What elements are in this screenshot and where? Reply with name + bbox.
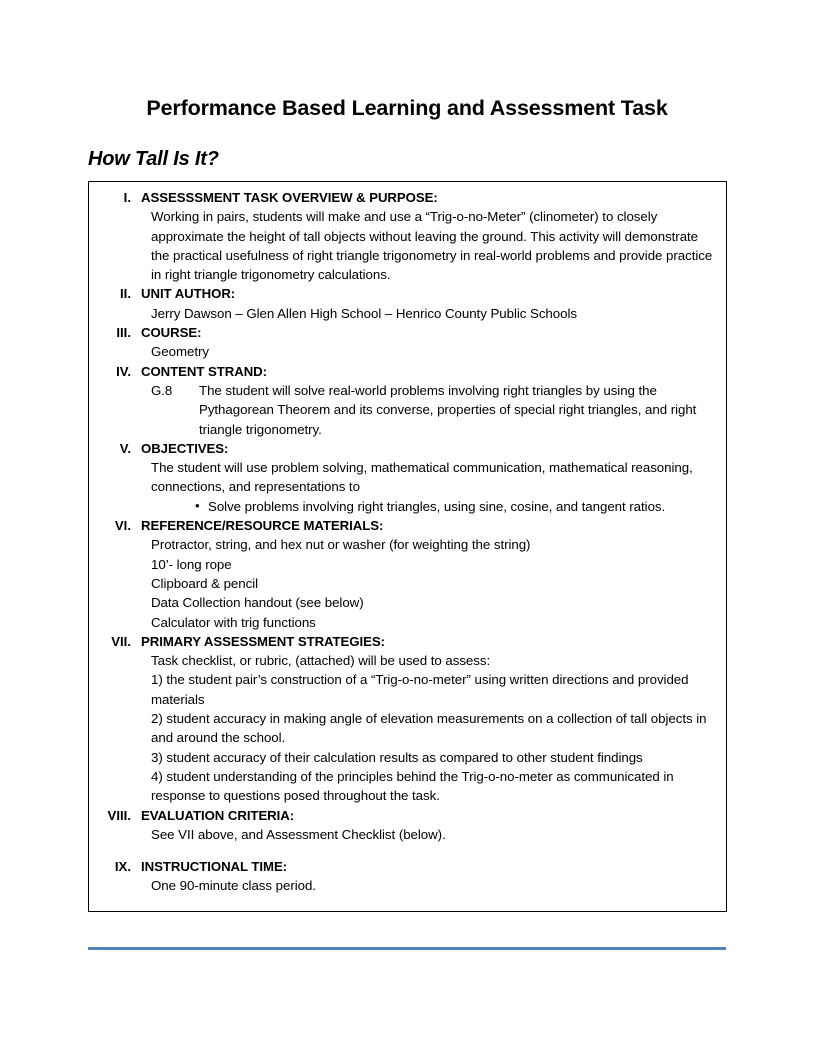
section-vi-heading	[89, 516, 717, 535]
section-iv-heading	[89, 362, 717, 381]
standard-g8-row	[151, 381, 717, 439]
section-iii-heading	[89, 323, 717, 342]
section-vii-title: PRIMARY ASSESSMENT STRATEGIES:	[141, 633, 385, 649]
section-ix-numeral: IX.	[114, 859, 131, 875]
section-v	[89, 439, 717, 516]
section-i-body	[151, 207, 717, 284]
section-vii-body	[151, 651, 717, 805]
section-v-heading	[89, 439, 717, 458]
section-viii-heading	[89, 806, 717, 825]
section-ii-heading	[89, 284, 717, 303]
list-item	[151, 497, 717, 516]
section-iii	[89, 323, 717, 362]
section-v-body	[151, 458, 717, 516]
section-i-numeral: I.	[123, 190, 131, 205]
section-iii-title: COURSE:	[141, 325, 202, 341]
assessment-criterion: 3) student accuracy of their calculation results as compared to other student findings	[151, 749, 643, 765]
section-ii-numeral: II.	[120, 286, 131, 302]
section-iv-numeral: IV.	[116, 363, 131, 379]
page-title: Performance Based Learning and Assessment Task	[146, 96, 668, 120]
section-i-heading	[89, 188, 717, 207]
section-iii-paragraph: Geometry	[151, 344, 209, 360]
material-line: 10’- long rope	[151, 556, 232, 572]
section-iii-body	[151, 342, 717, 361]
section-viii-body	[151, 825, 717, 844]
section-vii	[89, 632, 717, 806]
section-ix	[89, 857, 717, 896]
section-i-paragraph: Working in pairs, students will make and use a “Trig-o-no-Meter” (clinometer) to closely approximate the height of tall objects without leaving the ground. This activity will demonstrate the practical usefulness of right triangle trigonometry in real-world problems and provide practice in right triangle trigonometry calculations.	[151, 209, 713, 283]
section-ii-body	[151, 304, 717, 323]
standard-code: G.8	[151, 382, 173, 398]
assessment-criterion: 2) student accuracy in making angle of elevation measurements on a collection of tall objects in and around the school.	[151, 711, 707, 746]
section-iv-title: CONTENT STRAND:	[141, 363, 267, 379]
assessment-criterion: 1) the student pair’s construction of a “Trig-o-no-meter” using written directions and provided materials	[151, 672, 689, 707]
material-line: Protractor, string, and hex nut or washer (for weighting the string)	[151, 537, 531, 553]
section-ix-title: INSTRUCTIONAL TIME:	[141, 859, 288, 875]
section-viii	[89, 806, 717, 845]
bullet-icon: •	[195, 498, 200, 514]
section-viii-title: EVALUATION CRITERIA:	[141, 807, 295, 823]
section-vi-numeral: VI.	[114, 518, 131, 534]
section-i-title: ASSESSSMENT TASK OVERVIEW & PURPOSE:	[141, 190, 438, 205]
section-v-paragraph: The student will use problem solving, mathematical communication, mathematical reasoning, connections, and representations to	[151, 460, 693, 495]
section-iv	[89, 362, 717, 439]
section-ii	[89, 284, 717, 323]
material-line: Clipboard & pencil	[151, 575, 259, 591]
section-v-title: OBJECTIVES:	[141, 440, 229, 456]
section-vi-title: REFERENCE/RESOURCE MATERIALS:	[141, 518, 384, 534]
objective-text: Solve problems involving right triangles, using sine, cosine, and tangent ratios.	[208, 498, 666, 514]
section-v-numeral: V.	[119, 440, 131, 456]
section-viii-paragraph: See VII above, and Assessment Checklist (below).	[151, 826, 446, 842]
section-vi-body	[151, 535, 717, 631]
section-iii-numeral: III.	[116, 325, 131, 341]
section-ix-paragraph: One 90-minute class period.	[151, 878, 316, 894]
footer-divider	[88, 947, 726, 950]
objectives-bullet-list	[151, 497, 717, 516]
assessment-intro: Task checklist, or rubric, (attached) will be used to assess:	[151, 653, 491, 669]
section-vii-heading	[89, 632, 717, 651]
standard-description: The student will solve real-world problems involving right triangles by using the Pythagorean Theorem and its converse, properties of special right triangles, and right triangle trigonometry.	[199, 382, 697, 437]
section-i	[89, 188, 717, 284]
section-vi	[89, 516, 717, 632]
document-subtitle: How Tall Is It?	[88, 148, 219, 170]
section-ix-body	[151, 876, 717, 895]
section-iv-body	[151, 381, 717, 439]
section-ix-heading	[89, 857, 717, 876]
material-line: Data Collection handout (see below)	[151, 595, 364, 611]
section-ii-title: UNIT AUTHOR:	[141, 286, 236, 302]
task-overview-box	[88, 181, 727, 912]
assessment-criterion: 4) student understanding of the principles behind the Trig-o-no-meter as communicated in response to questions posed throughout the task.	[151, 768, 674, 804]
section-ii-paragraph: Jerry Dawson – Glen Allen High School – Henrico County Public Schools	[151, 305, 577, 321]
section-viii-numeral: VIII.	[107, 807, 131, 823]
section-vii-numeral: VII.	[111, 633, 131, 649]
material-line: Calculator with trig functions	[151, 614, 316, 630]
